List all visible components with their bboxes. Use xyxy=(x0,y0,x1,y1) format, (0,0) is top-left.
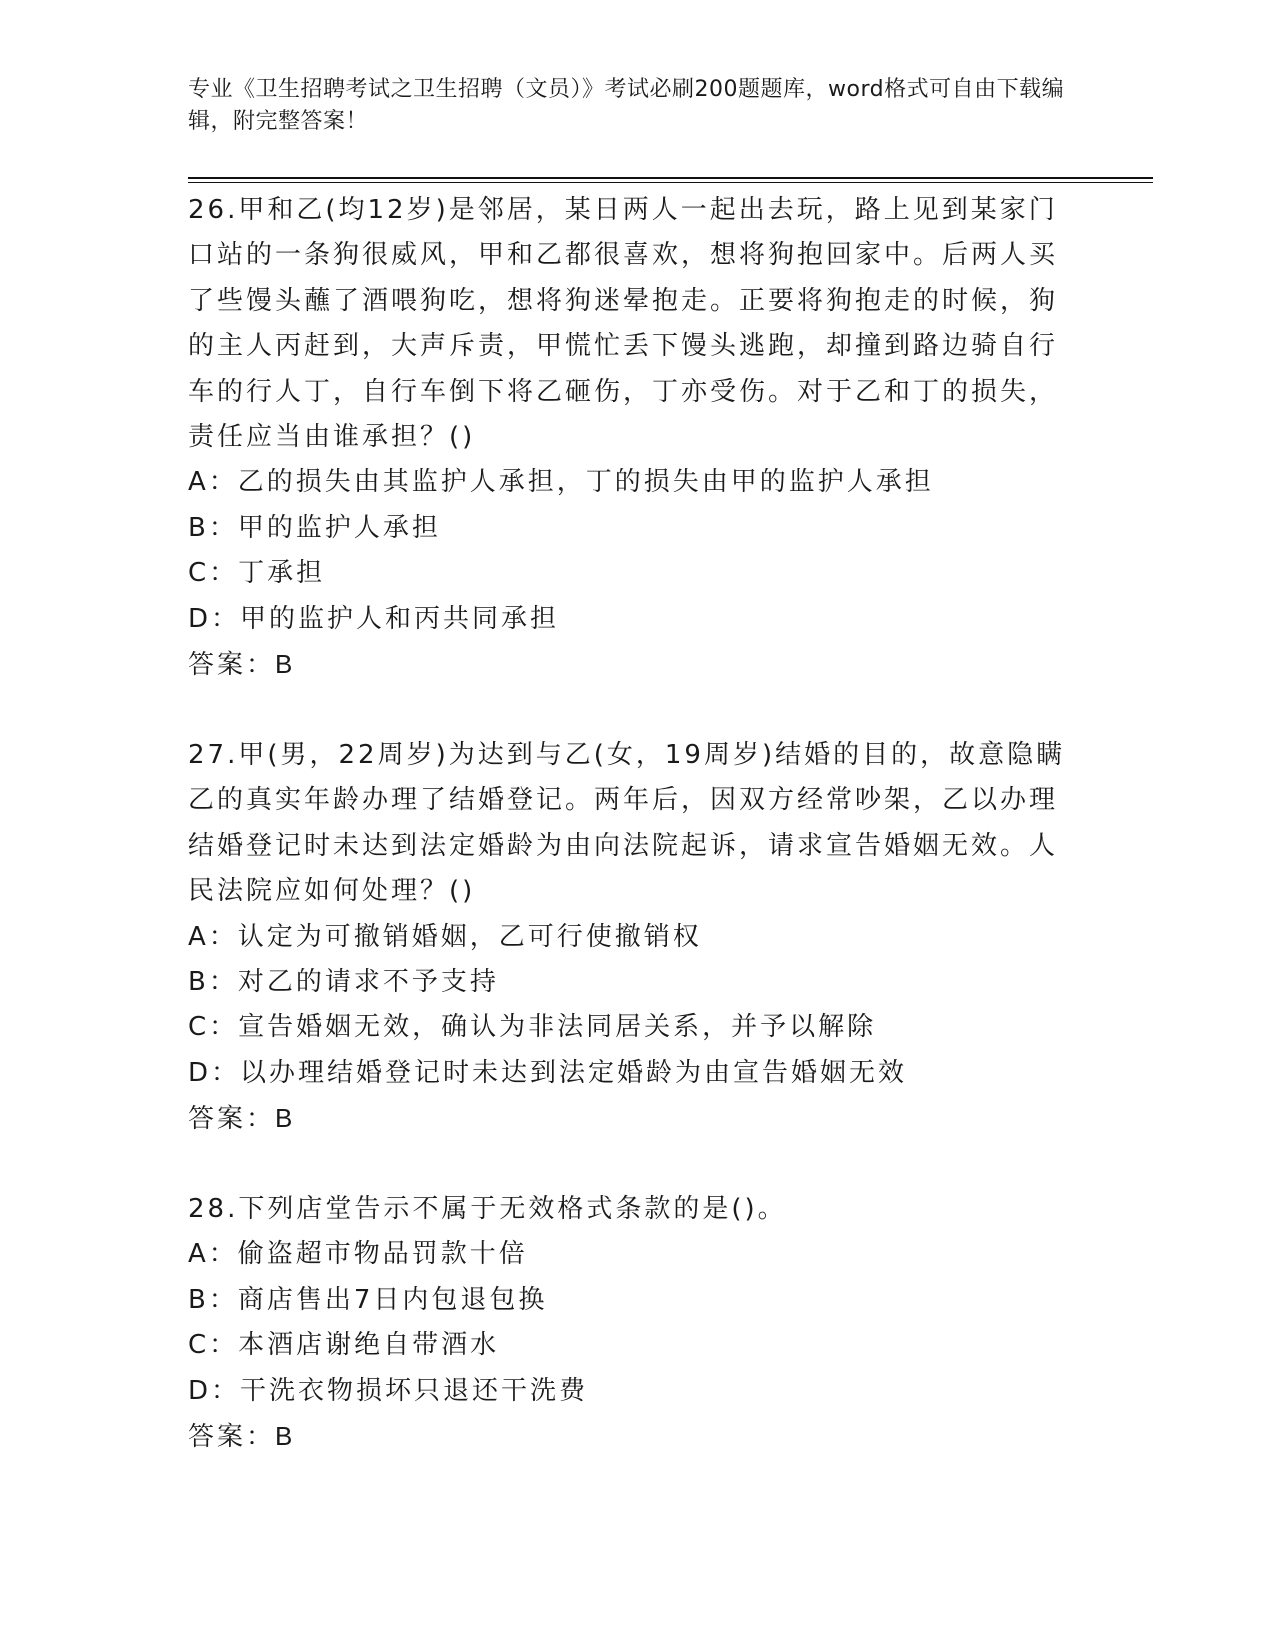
question-26 xyxy=(188,188,1068,687)
question-27 xyxy=(188,733,1068,1142)
answer: 答案：B xyxy=(188,1421,296,1452)
header-divider xyxy=(188,177,1153,179)
question-28 xyxy=(188,1187,1068,1459)
option-c: C：丁承担 xyxy=(188,558,326,589)
question-stem: 27.甲(男，22周岁)为达到与乙(女，19周岁)结婚的目的，故意隐瞒乙的真实年龄办理了结婚登记。两年后，因双方经常吵架，乙以办理结婚登记时未达到法定婚龄为由向法院起诉，请求宣告婚姻无效。人民法院应如何处理？() xyxy=(188,740,1066,907)
option-b: B：甲的监护人承担 xyxy=(188,512,441,543)
option-d: D：干洗衣物损坏只退还干洗费 xyxy=(188,1375,589,1406)
option-a: A：偷盗超市物品罚款十倍 xyxy=(188,1239,528,1270)
option-a: A：认定为可撤销婚姻，乙可行使撤销权 xyxy=(188,921,702,952)
option-b: B：对乙的请求不予支持 xyxy=(188,967,499,998)
option-c: C：宣告婚姻无效，确认为非法同居关系，并予以解除 xyxy=(188,1012,877,1043)
answer: 答案：B xyxy=(188,649,296,680)
option-d: D：以办理结婚登记时未达到法定婚龄为由宣告婚姻无效 xyxy=(188,1057,908,1088)
question-stem: 26.甲和乙(均12岁)是邻居，某日两人一起出去玩，路上见到某家门口站的一条狗很威风，甲和乙都很喜欢，想将狗抱回家中。后两人买了些馒头蘸了酒喂狗吃，想将狗迷晕抱走。正要将狗抱走的时候，狗的主人丙赶到，大声斥责，甲慌忙丢下馒头逃跑，却撞到路边骑自行车的行人丁，自行车倒下将乙砸伤，丁亦受伤。对于乙和丁的损失，责任应当由谁承担？() xyxy=(188,195,1059,453)
header-divider-thin xyxy=(188,182,1153,183)
answer: 答案：B xyxy=(188,1103,296,1134)
option-d: D：甲的监护人和丙共同承担 xyxy=(188,603,560,634)
option-b: B：商店售出7日内包退包换 xyxy=(188,1284,548,1315)
option-a: A：乙的损失由其监护人承担，丁的损失由甲的监护人承担 xyxy=(188,467,934,498)
page-header: 专业《卫生招聘考试之卫生招聘（文员）》考试必刷200题题库，word格式可自由下载编辑，附完整答案！ xyxy=(188,77,1065,134)
question-stem: 28.下列店堂告示不属于无效格式条款的是()。 xyxy=(188,1194,787,1224)
option-c: C：本酒店谢绝自带酒水 xyxy=(188,1330,500,1361)
